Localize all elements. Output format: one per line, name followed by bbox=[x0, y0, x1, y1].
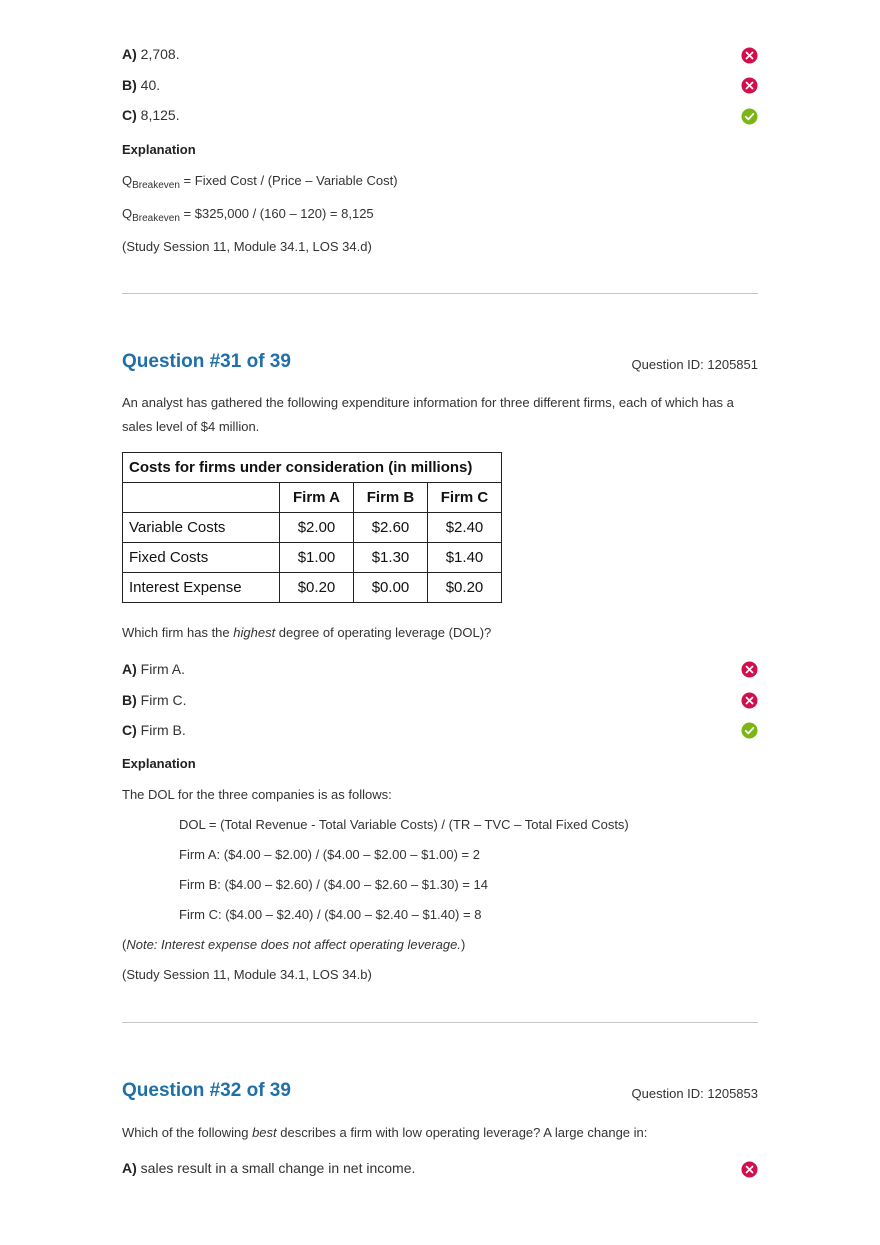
q31-option-c[interactable] bbox=[122, 722, 186, 738]
q32-option-a[interactable] bbox=[122, 1160, 415, 1176]
q31-option-b[interactable] bbox=[122, 692, 187, 708]
option-text: Firm A. bbox=[140, 661, 186, 677]
q30-option-b[interactable] bbox=[122, 77, 160, 93]
explanation-heading: Explanation bbox=[122, 756, 196, 771]
wrong-answer-icon bbox=[741, 77, 758, 94]
option-letter: A) bbox=[122, 1160, 137, 1176]
option-letter: C) bbox=[122, 107, 137, 123]
breakeven-calculation: $Q_{Breakeven}$ = $325,000 / (160 – 120) = 8,125 bbox=[122, 206, 374, 224]
table-cell: $2.00 bbox=[280, 513, 354, 543]
explanation-note: (Note: Interest expense does not affect operating leverage.) bbox=[122, 937, 466, 952]
table-row bbox=[123, 543, 502, 573]
option-letter: A) bbox=[122, 661, 137, 677]
wrong-answer-icon bbox=[741, 47, 758, 64]
wrong-answer-icon bbox=[741, 692, 758, 709]
option-text: Firm C. bbox=[140, 692, 187, 708]
table-cell: $0.20 bbox=[280, 573, 354, 603]
dol-firm-c: Firm C: ($4.00 – $2.40) / ($4.00 – $2.40 – $1.40) = 8 bbox=[179, 907, 482, 922]
row-label: Fixed Costs bbox=[123, 543, 280, 573]
option-letter: A) bbox=[122, 46, 137, 62]
table-header-row bbox=[123, 483, 502, 513]
option-letter: B) bbox=[122, 77, 137, 93]
question-id: Question ID: 1205851 bbox=[631, 357, 758, 372]
explanation-heading: Explanation bbox=[122, 142, 196, 157]
table-cell: $1.00 bbox=[280, 543, 354, 573]
wrong-answer-icon bbox=[741, 1161, 758, 1178]
explanation-intro: The DOL for the three companies is as follows: bbox=[122, 787, 392, 802]
option-letter: C) bbox=[122, 722, 137, 738]
table-header-empty bbox=[123, 483, 280, 513]
question-title: Question #31 of 39 bbox=[122, 351, 291, 372]
question-stem: An analyst has gathered the following expenditure information for three different firms, each of which has a sales level of $4 million. bbox=[122, 395, 734, 434]
q30-option-a[interactable] bbox=[122, 46, 180, 62]
row-label: Interest Expense bbox=[123, 573, 280, 603]
table-cell: $2.40 bbox=[428, 513, 502, 543]
question-prompt: Which of the following best describes a firm with low operating leverage? A large change in: bbox=[122, 1125, 648, 1140]
section-divider bbox=[122, 1022, 758, 1023]
dol-firm-b: Firm B: ($4.00 – $2.60) / ($4.00 – $2.60 – $1.30) = 14 bbox=[179, 877, 488, 892]
question-id: Question ID: 1205853 bbox=[631, 1086, 758, 1101]
dol-formula: DOL = (Total Revenue - Total Variable Costs) / (TR – TVC – Total Fixed Costs) bbox=[179, 817, 629, 832]
row-label: Variable Costs bbox=[123, 513, 280, 543]
q31-option-a[interactable] bbox=[122, 661, 185, 677]
study-reference: (Study Session 11, Module 34.1, LOS 34.b) bbox=[122, 967, 372, 982]
question-title: Question #32 of 39 bbox=[122, 1080, 291, 1101]
table-cell: $1.40 bbox=[428, 543, 502, 573]
breakeven-formula: $Q_{Breakeven}$ = Fixed Cost / (Price – Variable Cost) bbox=[122, 173, 398, 191]
option-text: sales result in a small change in net income. bbox=[140, 1160, 416, 1176]
option-text: 2,708. bbox=[140, 46, 180, 62]
q30-option-c[interactable] bbox=[122, 107, 180, 123]
table-cell: $0.00 bbox=[354, 573, 428, 603]
section-divider bbox=[122, 293, 758, 294]
costs-table bbox=[122, 452, 502, 603]
table-header-firm-c: Firm C bbox=[428, 483, 502, 513]
table-cell: $1.30 bbox=[354, 543, 428, 573]
option-text: 8,125. bbox=[140, 107, 180, 123]
correct-answer-icon bbox=[741, 722, 758, 739]
table-cell: $0.20 bbox=[428, 573, 502, 603]
option-text: 40. bbox=[140, 77, 161, 93]
table-header-firm-b: Firm B bbox=[354, 483, 428, 513]
dol-firm-a: Firm A: ($4.00 – $2.00) / ($4.00 – $2.00 – $1.00) = 2 bbox=[179, 847, 480, 862]
table-caption: Costs for firms under consideration (in millions) bbox=[123, 453, 502, 483]
question-prompt: Which firm has the highest degree of operating leverage (DOL)? bbox=[122, 625, 492, 640]
option-text: Firm B. bbox=[140, 722, 186, 738]
study-reference: (Study Session 11, Module 34.1, LOS 34.d) bbox=[122, 239, 372, 254]
wrong-answer-icon bbox=[741, 661, 758, 678]
table-cell: $2.60 bbox=[354, 513, 428, 543]
table-row bbox=[123, 573, 502, 603]
table-row bbox=[123, 513, 502, 543]
correct-answer-icon bbox=[741, 108, 758, 125]
option-letter: B) bbox=[122, 692, 137, 708]
table-header-firm-a: Firm A bbox=[280, 483, 354, 513]
